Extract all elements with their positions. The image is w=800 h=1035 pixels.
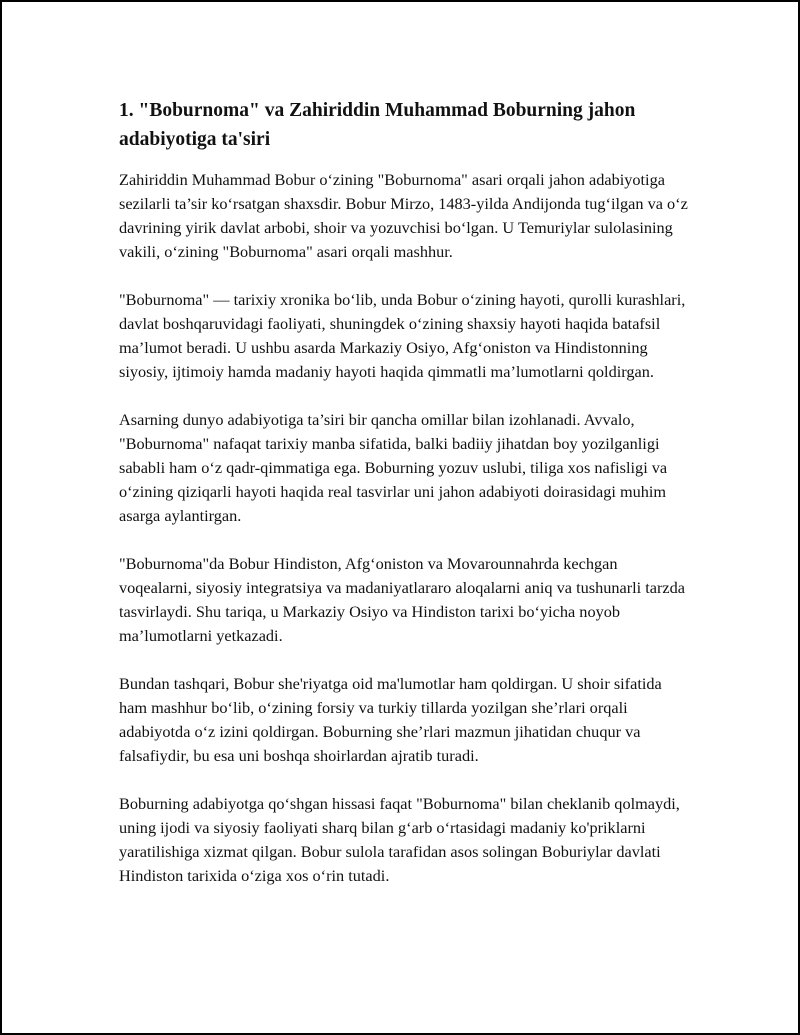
document-body [119, 96, 689, 888]
document-title: 1. "Boburnoma" va Zahiriddin Muhammad Boburning jahon adabiyotiga ta'siri [119, 100, 636, 150]
paragraph-influence: Asarning dunyo adabiyotiga ta’siri bir qancha omillar bilan izohlanadi. Avvalo, "Boburnoma" nafaqat tarixiy manba sifatida, balki badiiy jihatdan boy yozilganligi sababli ham o‘z qadr-qimmatiga ega. Boburning yozuv uslubi, tiliga xos nafisligi va o‘zining qiziqarli hayoti haqida real tasvirlar uni jahon adabiyoti doirasidagi muhim asarga aylantirgan. [119, 410, 668, 525]
paragraph-legacy: Boburning adabiyotga qo‘shgan hissasi faqat "Boburnoma" bilan cheklanib qolmaydi, uning ijodi va siyosiy faoliyati sharq bilan g‘arb o‘rtasidagi madaniy ko'priklarni yaratilishiga xizmat qilgan. Bobur sulola tarafidan asos solingan Boburiylar davlati Hindiston tarixida o‘ziga xos o‘rin tutadi. [119, 794, 680, 885]
paragraph-poetry: Bundan tashqari, Bobur she'riyatga oid ma'lumotlar ham qoldirgan. U shoir sifatida ham mashhur bo‘lib, o‘zining forsiy va turkiy tillarda yozilgan she’rlari orqali adabiyotda o‘z izini qoldirgan. Boburning she’rlari mazmun jihatidan chuqur va falsafiydir, bu esa uni boshqa shoirlardan ajratib turadi. [119, 674, 662, 765]
paragraph-chronicle: "Boburnoma" — tarixiy xronika bo‘lib, unda Bobur o‘zining hayoti, qurolli kurashlari, davlat boshqaruvidagi faoliyati, shuningdek o‘zining shaxsiy hayoti haqida batafsil ma’lumot beradi. U ushbu asarda Markaziy Osiyo, Afg‘oniston va Hindistonning siyosiy, ijtimoiy hamda madaniy hayoti haqida qimmatli ma’lumotlarni qoldirgan. [119, 290, 686, 381]
paragraph-events: "Boburnoma"da Bobur Hindiston, Afg‘oniston va Movarounnahrda kechgan voqealarni, siyosiy integratsiya va madaniyatlararo aloqalarni aniq va tushunarli tarzda tasvirlaydi. Shu tariqa, u Markaziy Osiyo va Hindiston tarixi bo‘yicha noyob ma’lumotlarni yetkazadi. [119, 554, 686, 645]
paragraph-intro: Zahiriddin Muhammad Bobur o‘zining "Boburnoma" asari orqali jahon adabiyotiga sezilarli ta’sir ko‘rsatgan shaxsdir. Bobur Mirzo, 1483-yilda Andijonda tug‘ilgan va o‘z davrining yirik davlat arbobi, shoir va yozuvchisi bo‘lgan. U Temuriylar sulolasining vakili, o‘zining "Boburnoma" asari orqali mashhur. [119, 170, 688, 261]
